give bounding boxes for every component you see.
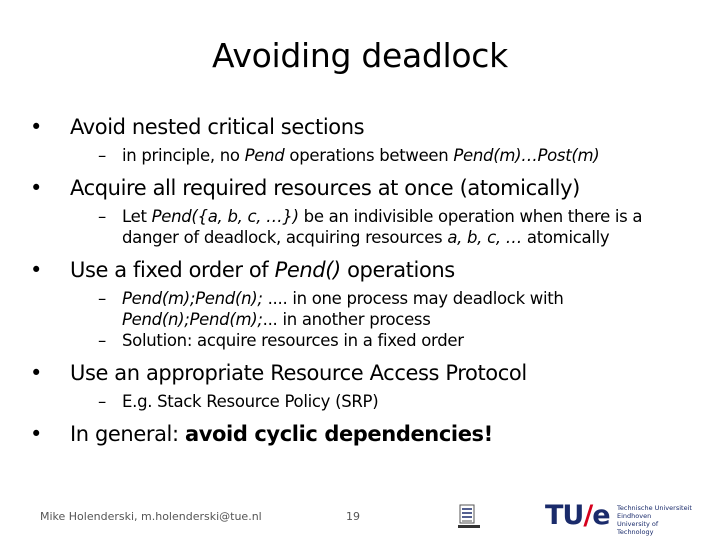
bullet-text: Acquire all required resources at once (atomically) [70,176,580,200]
department-logo-icon [456,503,482,537]
tue-logo-text: Technische Universiteit Eindhoven University of Technology [617,504,692,536]
bullet-marker: • [30,361,42,385]
bullet-item [30,421,700,447]
sub-bullet-item [30,145,700,166]
bullet-marker: • [30,176,42,200]
bullet-list [30,114,700,447]
dash-marker: – [98,331,106,350]
bullet-item [30,360,700,386]
sub-bullet-text: in principle, no Pend operations between Pend(m)…Post(m) [122,146,600,165]
tue-logo [545,500,695,534]
bullet-marker: • [30,258,42,282]
sub-bullet-item [30,288,700,330]
page-number: 19 [346,510,360,523]
sub-bullet-text: Solution: acquire resources in a fixed order [122,331,464,350]
bullet-item [30,175,700,201]
slide-title: Avoiding deadlock [212,36,508,75]
bullet-text: In general: avoid cyclic dependencies! [70,422,493,446]
bullet-text: Avoid nested critical sections [70,115,365,139]
dash-marker: – [98,207,106,226]
sub-bullet-item [30,330,700,351]
sub-bullet-item [30,206,700,248]
dash-marker: – [98,146,106,165]
bullet-marker: • [30,422,42,446]
footer-author: Mike Holenderski, m.holenderski@tue.nl [40,510,262,523]
sub-bullet-text: Let Pend({a, b, c, …}) be an indivisible operation when there is a danger of deadlock, acquiring resources a, b, c, … atomically [122,207,643,247]
bullet-text: Use an appropriate Resource Access Protocol [70,361,527,385]
dash-marker: – [98,392,106,411]
bullet-item [30,257,700,283]
sub-bullet-item [30,391,700,412]
bullet-item [30,114,700,140]
bullet-marker: • [30,115,42,139]
tue-logo-mark: TU/e [545,500,610,531]
dash-marker: – [98,289,106,308]
sub-bullet-text: Pend(m);Pend(n); .... in one process may deadlock with Pend(n);Pend(m);... in another process [122,289,564,329]
bullet-text: Use a fixed order of Pend() operations [70,258,455,282]
sub-bullet-text: E.g. Stack Resource Policy (SRP) [122,392,379,411]
